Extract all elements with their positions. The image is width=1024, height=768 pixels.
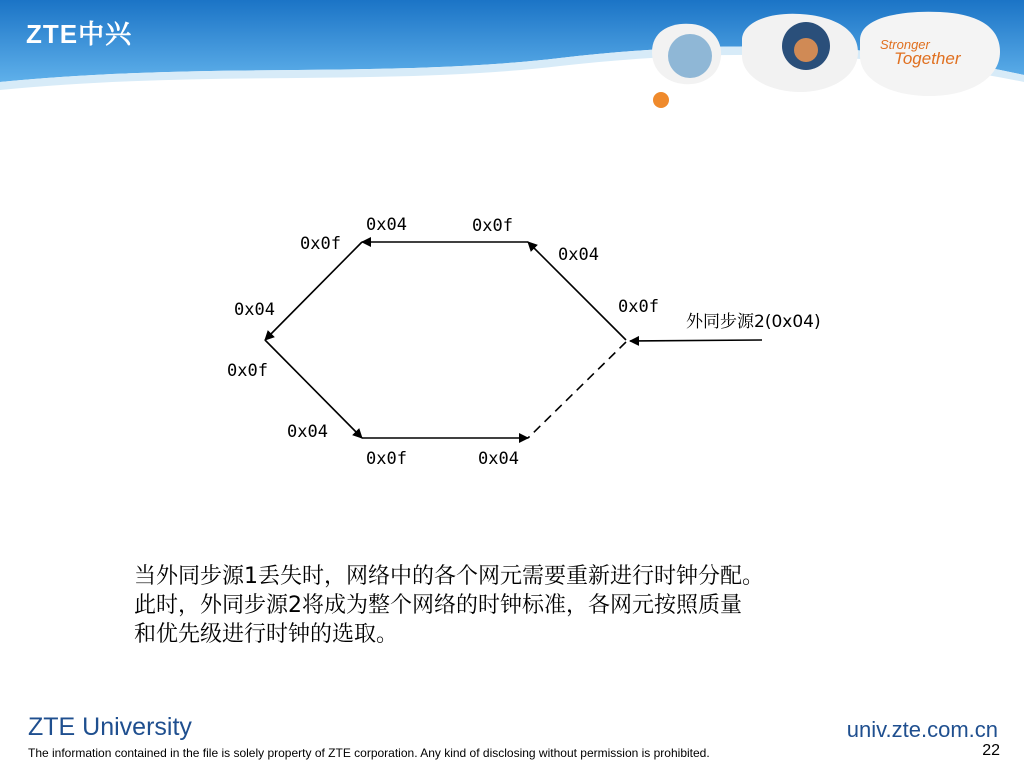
zte-logo: ZTE中兴 (26, 19, 133, 49)
label-top-left-upper: 0x04 (366, 215, 407, 235)
label-right-upper-inner: 0x04 (558, 245, 599, 265)
label-left-lower: 0x04 (287, 422, 328, 442)
label-bottom-left: 0x0f (366, 449, 407, 469)
description-line-2: 此时，外同步源2将成为整个网络的时钟标准，各网元按照质量 (134, 593, 742, 618)
footer-title: ZTE University (28, 713, 192, 741)
footer-url: univ.zte.com.cn (846, 717, 998, 742)
page-number: 22 (982, 742, 1000, 759)
edge-lower-right-dashed (528, 342, 626, 438)
label-right-mid: 0x0f (618, 297, 659, 317)
label-left-mid-upper: 0x04 (234, 300, 275, 320)
description-text (134, 562, 954, 649)
label-top-right-upper: 0x0f (472, 216, 513, 236)
label-left-upper-inner: 0x0f (300, 234, 341, 254)
description-line-1: 当外同步源1丢失时，网络中的各个网元需要重新进行时钟分配。 (134, 564, 764, 589)
description-line-3: 和优先级进行时钟的选取。 (134, 622, 399, 647)
external-source-arrow (630, 340, 762, 341)
slogan-line-1: Stronger (880, 37, 930, 52)
slogan-line-2: Together (894, 49, 961, 68)
external-source-label: 外同步源2(0x04) (686, 312, 821, 332)
footer-disclaimer: The information contained in the file is solely property of ZTE corporation. Any kind of disclosing without permission is prohibited. (28, 746, 710, 760)
label-bottom-right: 0x04 (478, 449, 519, 469)
edge-upper-left (265, 242, 362, 340)
label-left-mid-lower: 0x0f (227, 361, 268, 381)
